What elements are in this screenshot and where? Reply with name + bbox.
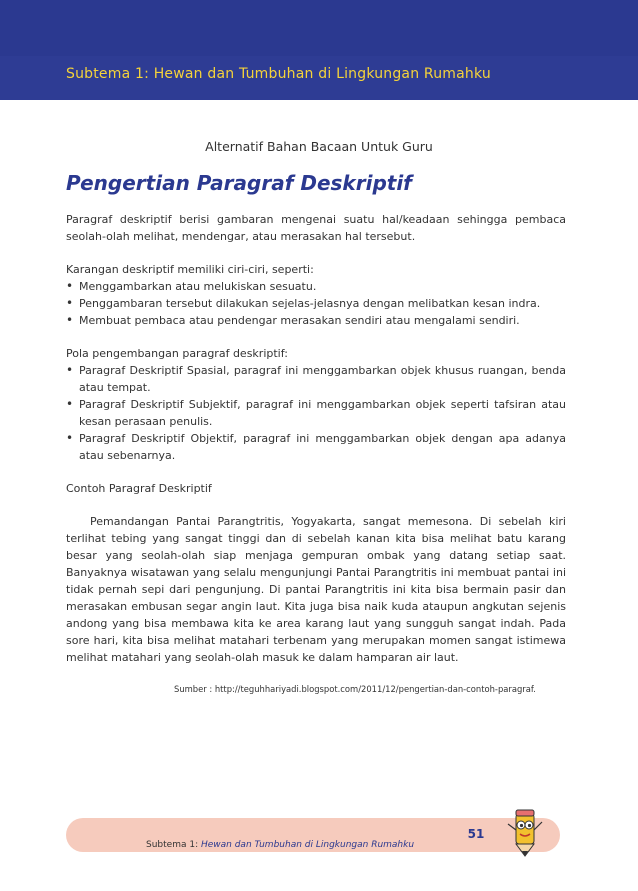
bullet-icon: • bbox=[66, 397, 74, 411]
source-citation: Sumber : http://teguhhariyadi.blogspot.com/2011/12/pengertian-dan-contoh-paragraf. bbox=[174, 684, 536, 694]
footer-text bbox=[146, 840, 414, 850]
footer-subtitle: Hewan dan Tumbuhan di Lingkungan Rumahku bbox=[200, 840, 415, 850]
example-heading: Contoh Paragraf Deskriptif bbox=[66, 482, 212, 495]
footer-prefix: Subtema 1: bbox=[146, 840, 201, 850]
pencil-mascot-icon bbox=[500, 806, 548, 858]
list-item: • Membuat pembaca atau pendengar merasakan sendiri atau mengalami sendiri. bbox=[66, 313, 520, 327]
features-intro: Karangan deskriptif memiliki ciri-ciri, seperti: bbox=[66, 263, 314, 276]
patterns-list bbox=[66, 362, 566, 464]
bullet-icon: • bbox=[66, 431, 74, 445]
page-subtitle: Alternatif Bahan Bacaan Untuk Guru bbox=[205, 139, 433, 154]
list-item: • Penggambaran tersebut dilakukan sejelas-jelasnya dengan melibatkan kesan indra. bbox=[66, 296, 541, 310]
bullet-icon: • bbox=[66, 279, 74, 293]
header-title: Subtema 1: Hewan dan Tumbuhan di Lingkungan Rumahku bbox=[66, 66, 491, 82]
patterns-intro: Pola pengembangan paragraf deskriptif: bbox=[66, 347, 288, 360]
list-item: • Paragraf Deskriptif Subjektif, paragraf ini menggambarkan objek seperti tafsiran atau kesan perasaan penulis. bbox=[66, 397, 566, 428]
definition-paragraph: Paragraf deskriptif berisi gambaran mengenai suatu hal/keadaan sehingga pembaca seolah-olah melihat, mendengar, atau merasakan hal tersebut. bbox=[66, 213, 566, 243]
bullet-icon: • bbox=[66, 363, 74, 377]
features-list bbox=[66, 278, 566, 329]
list-item: • Menggambarkan atau melukiskan sesuatu. bbox=[66, 279, 317, 293]
article-content bbox=[66, 211, 566, 666]
page-number: 51 bbox=[467, 827, 485, 841]
bullet-icon: • bbox=[66, 296, 74, 310]
page-title: Pengertian Paragraf Deskriptif bbox=[66, 171, 412, 195]
list-item: • Paragraf Deskriptif Objektif, paragraf ini menggambarkan objek dengan apa adanya atau sebenarnya. bbox=[66, 431, 566, 462]
example-paragraph: Pemandangan Pantai Parangtritis, Yogyakarta, sangat memesona. Di sebelah kiri terlihat tebing yang sangat tinggi dan di sebelah kanan kita bisa melihat batu karang besar yang seolah-olah siap menjaga gempuran ombak yang datang setiap saat. Banyaknya wisatawan yang selalu mengunjungi Pantai Parangtritis ini membuat pantai ini tidak pernah sepi dari pengunjung. Di pantai Parangtritis ini kita bisa bermain pasir dan merasakan embusan segar angin laut. Kita juga bisa naik kuda ataupun angkutan sejenis andong yang bisa membawa kita ke area karang laut yang sungguh sangat indah. Pada sore hari, kita bisa melihat matahari terbenam yang merupakan momen sangat istimewa melihat matahari yang seolah-olah masuk ke dalam hamparan air laut. bbox=[66, 515, 566, 664]
list-item: • Paragraf Deskriptif Spasial, paragraf ini menggambarkan objek khusus ruangan, benda atau tempat. bbox=[66, 363, 566, 394]
bullet-icon: • bbox=[66, 313, 74, 327]
